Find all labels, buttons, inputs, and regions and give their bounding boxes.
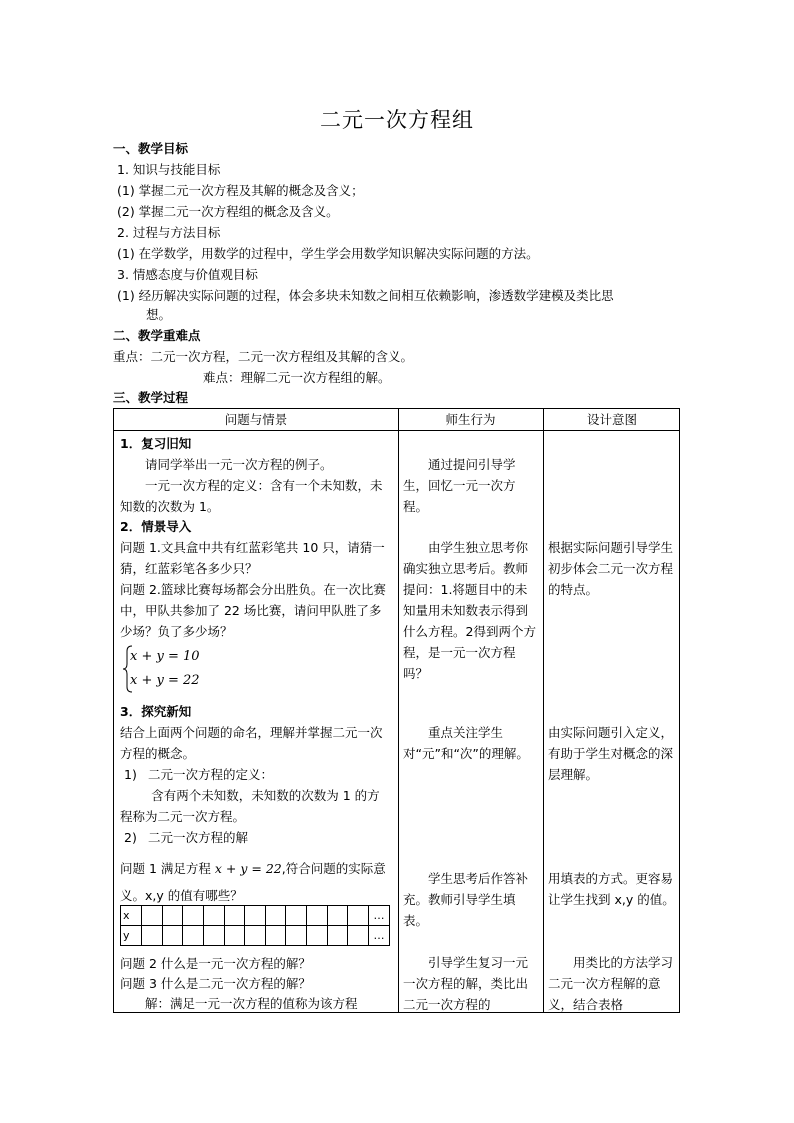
section-heading-keypoints: 二、教学重难点 (113, 328, 201, 343)
content-text: 一元一次方程的定义：含有一个未知数，未知数的次数为 1。 (120, 478, 383, 514)
goal-item: (1) 在学数学，用数学的过程中，学生学会用数学知识解决实际问题的方法。 (117, 246, 539, 261)
mini-ellipsis: … (369, 926, 390, 946)
design-intent: 根据实际问题引导学生初步体会二元一次方程的特点。 (548, 540, 674, 597)
content-text: 请同学举出一元一次方程的例子。 (145, 457, 333, 472)
content-text: 问题 2.篮球比赛每场都会分出胜负。在一次比赛中，甲队共参加了 22 场比赛，请问甲队胜了多少场？负了多少场？ (120, 582, 386, 639)
step-heading: 3．探究新知 (120, 704, 192, 719)
table-header: 师生行为 (445, 412, 496, 427)
equation: x + y = 22 (214, 861, 282, 876)
mini-cell[interactable] (327, 906, 348, 926)
mini-ellipsis: … (369, 906, 390, 926)
key-point: 重点：二元一次方程，二元一次方程组及其解的含义。 (113, 349, 414, 364)
content-text: 问题 2 什么是一元一次方程的解？ (120, 956, 311, 971)
goal-heading-attitude: 3. 情感态度与价值观目标 (117, 267, 258, 282)
equation: x + y = 10 (130, 649, 200, 664)
content-text: 含有两个未知数，未知数的次数为 1 的方程称为二元一次方程。 (120, 788, 380, 824)
goal-item: (1) 掌握二元一次方程及其解的概念及含义； (117, 183, 364, 198)
mini-cell[interactable] (286, 906, 307, 926)
step-heading: 1．复习旧知 (120, 436, 192, 451)
mini-cell[interactable] (286, 926, 307, 946)
teacher-student-action: 引导学生复习一元一次方程的解，类比出二元一次方程的 (403, 955, 529, 1012)
table-header: 问题与情景 (224, 412, 288, 427)
goal-item: (1) 经历解决实际问题的过程，体会多块未知数之间相互依赖影响，渗透数学建模及类比思 (117, 288, 614, 303)
mini-cell[interactable] (265, 906, 286, 926)
content-text: 结合上面两个问题的命名，理解并掌握二元一次方程的概念。 (120, 725, 383, 761)
mini-cell[interactable] (203, 926, 224, 946)
mini-cell[interactable] (245, 926, 266, 946)
mini-cell[interactable] (183, 906, 204, 926)
content-text: 二元一次方程的解 (148, 830, 249, 845)
design-intent: 用类比的方法学习二元一次方程解的意义，结合表格 (548, 955, 674, 1012)
design-intent: 由实际问题引入定义，有助于学生对概念的深层理解。 (548, 725, 674, 782)
mini-row-label: x (121, 906, 142, 926)
lesson-process-table (113, 408, 680, 1013)
design-intent: 用填表的方式。更容易让学生找到 x,y 的值。 (548, 871, 675, 907)
mini-cell[interactable] (142, 906, 163, 926)
teacher-student-action: 由学生独立思考你确实独立思考后。教师提问：1.将题目中的未知量用未知数表示得到什么方程。2得到两个方程，是一元一次方程吗？ (403, 540, 536, 681)
section-heading-process: 三、教学过程 (113, 390, 189, 405)
list-number: 2) (124, 830, 137, 845)
page-title: 二元一次方程组 (320, 108, 474, 132)
mini-cell[interactable] (162, 906, 183, 926)
mini-cell[interactable] (265, 926, 286, 946)
mini-cell[interactable] (307, 906, 328, 926)
content-text: 问题 1 满足方程 x + y = 22,符合问题的实际意义。x,y 的值有哪些？ (120, 861, 386, 903)
mini-cell[interactable] (224, 926, 245, 946)
mini-cell[interactable] (348, 906, 369, 926)
teacher-student-action: 学生思考后作答补充。教师引导学生填表。 (403, 871, 529, 928)
list-number: 1) (124, 767, 137, 782)
teacher-student-action: 通过提问引导学生，回忆一元一次方程。 (403, 457, 516, 514)
equation: x + y = 22 (130, 673, 200, 688)
mini-cell[interactable] (183, 926, 204, 946)
table-header: 设计意图 (586, 412, 637, 427)
goal-heading-process: 2. 过程与方法目标 (117, 225, 221, 240)
mini-cell[interactable] (142, 926, 163, 946)
solution-fill-table (120, 905, 390, 946)
content-text: 解：满足一元一次方程的值称为该方程 (145, 996, 358, 1011)
content-text: 二元一次方程的定义： (148, 767, 274, 782)
mini-cell[interactable] (203, 906, 224, 926)
mini-cell[interactable] (245, 906, 266, 926)
teacher-student-action: 重点关注学生对“元”和“次”的理解。 (403, 725, 529, 761)
mini-cell[interactable] (327, 926, 348, 946)
goal-item: (2) 掌握二元一次方程组的概念及含义。 (117, 204, 339, 219)
section-heading-goals: 一、教学目标 (113, 141, 189, 156)
mini-cell[interactable] (162, 926, 183, 946)
mini-cell[interactable] (224, 906, 245, 926)
mini-row-label: y (121, 926, 142, 946)
content-text: 问题 1.文具盒中共有红蓝彩笔共 10 只，请猜一猜，红蓝彩笔各多少只？ (120, 540, 385, 576)
mini-cell[interactable] (348, 926, 369, 946)
goal-item-continued: 想。 (146, 307, 172, 322)
mini-cell[interactable] (307, 926, 328, 946)
goal-heading-knowledge: 1. 知识与技能目标 (117, 162, 221, 177)
content-text: 问题 3 什么是二元一次方程的解？ (120, 976, 311, 991)
step-heading: 2．情景导入 (120, 519, 192, 534)
difficult-point: 难点：理解二元一次方程组的解。 (203, 370, 391, 385)
